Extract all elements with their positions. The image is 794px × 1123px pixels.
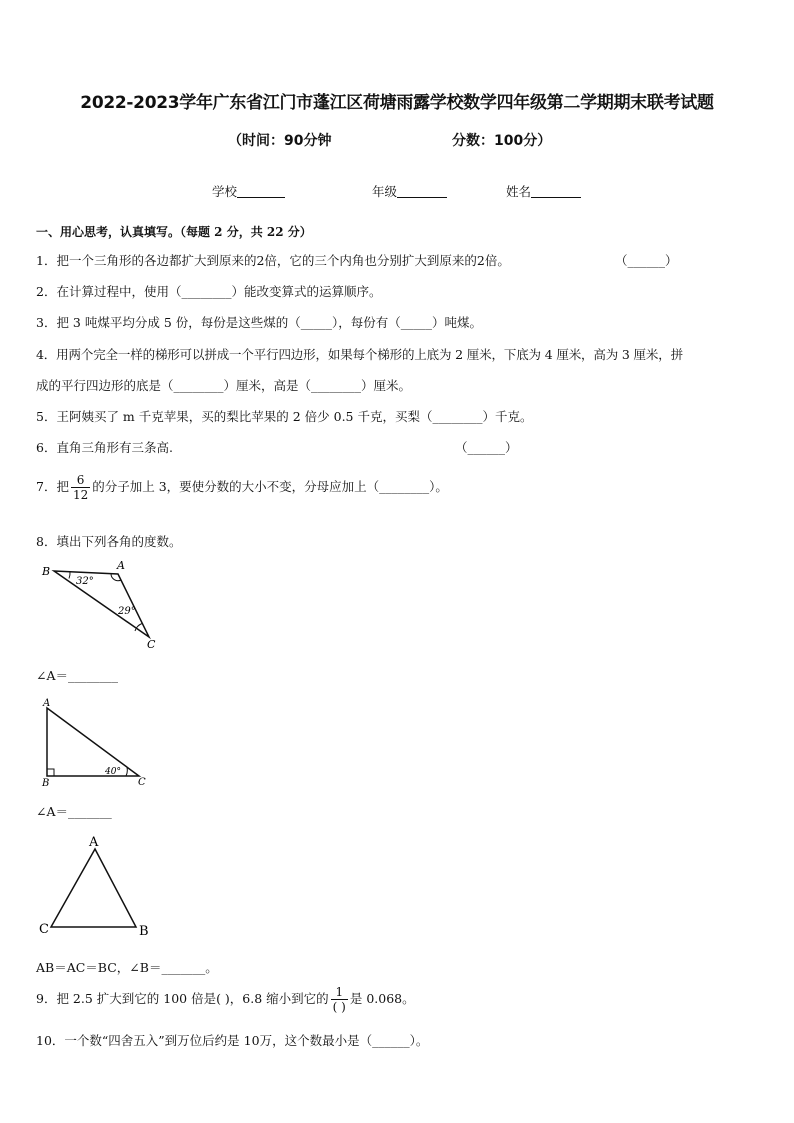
triangle-figure-1 — [36, 558, 166, 653]
vertex-label-a: A — [89, 835, 99, 850]
question-4-line-2: 成的平行四边形的底是（________）厘米，高是（________）厘米。 — [36, 378, 412, 393]
name-label: 姓名 — [506, 184, 532, 199]
question-10: 10．一个数“四舍五入”到万位后约是 10万，这个数最小是（______）。 — [36, 1033, 429, 1048]
vertex-label-a: A — [117, 559, 125, 572]
question-6-blank[interactable]: （______） — [455, 440, 518, 455]
question-4-line-1: 4．用两个完全一样的梯形可以拼成一个平行四边形，如果每个梯形的上底为 2 厘米，下底为 4 厘米，高为 3 厘米，拼 — [36, 347, 683, 362]
school-input-line[interactable] — [237, 183, 285, 198]
fraction-1-blank: $\frac{1}{( )}$ — [332, 985, 346, 1014]
vertex-label-c: C — [138, 777, 146, 788]
vertex-label-b: B — [139, 924, 149, 939]
triangle-figure-3 — [36, 832, 166, 944]
school-field — [212, 182, 285, 200]
grade-input-line[interactable] — [397, 183, 447, 198]
angle-label-32: 32° — [76, 576, 94, 587]
question-7: 7．把 $\frac{6}{12}$ 的分子加上 3，要使分数的大小不变，分母应加上（________）。 — [36, 473, 448, 502]
question-8: 8．填出下列各角的度数。 — [36, 534, 182, 549]
question-1: 1．把一个三角形的各边都扩大到原来的2倍，它的三个内角也分别扩大到原来的2倍。 — [36, 253, 510, 268]
question-8-answer-3[interactable]: AB＝AC＝BC，∠B＝_______。 — [36, 960, 218, 975]
section-heading: 一、用心思考，认真填写。（每题 2 分，共 22 分） — [36, 225, 312, 239]
fraction-6-12: $\frac{6}{12}$ — [72, 473, 89, 502]
grade-field — [372, 182, 447, 200]
name-field — [506, 182, 581, 200]
question-6: 6．直角三角形有三条高. — [36, 440, 173, 455]
question-1-blank[interactable]: （______） — [615, 253, 678, 268]
question-9: 9．把 2.5 扩大到它的 100 倍是( )，6.8 缩小到它的 $\frac{1}{( )}$ 是 0.068。 — [36, 985, 415, 1014]
vertex-label-b: B — [42, 778, 50, 789]
vertex-label-a: A — [43, 698, 51, 709]
page-title: 2022-2023学年广东省江门市蓬江区荷塘雨露学校数学四年级第二学期期末联考试题 — [80, 93, 714, 113]
question-2: 2．在计算过程中，使用（________）能改变算式的运算顺序。 — [36, 284, 382, 299]
triangle-figure-2 — [36, 696, 156, 791]
school-label: 学校 — [212, 184, 238, 199]
question-3: 3．把 3 吨煤平均分成 5 份，每份是这些煤的（_____），每份有（_____）吨煤。 — [36, 315, 483, 330]
vertex-label-c: C — [39, 922, 49, 937]
question-5: 5．王阿姨买了 m 千克苹果，买的梨比苹果的 2 倍少 0.5 千克，买梨（________）千克。 — [36, 409, 533, 424]
vertex-label-b: B — [42, 565, 51, 578]
exam-time: （时间：90分钟 — [228, 133, 332, 149]
vertex-label-c: C — [147, 638, 156, 651]
angle-label-40: 40° — [105, 767, 121, 777]
question-8-answer-1[interactable]: ∠A＝________ — [36, 668, 119, 683]
name-input-line[interactable] — [531, 183, 581, 198]
question-8-answer-2[interactable]: ∠A＝_______ — [36, 804, 112, 819]
angle-label-29: 29° — [118, 606, 136, 617]
exam-score: 分数：100分） — [452, 133, 552, 149]
grade-label: 年级 — [372, 184, 398, 199]
